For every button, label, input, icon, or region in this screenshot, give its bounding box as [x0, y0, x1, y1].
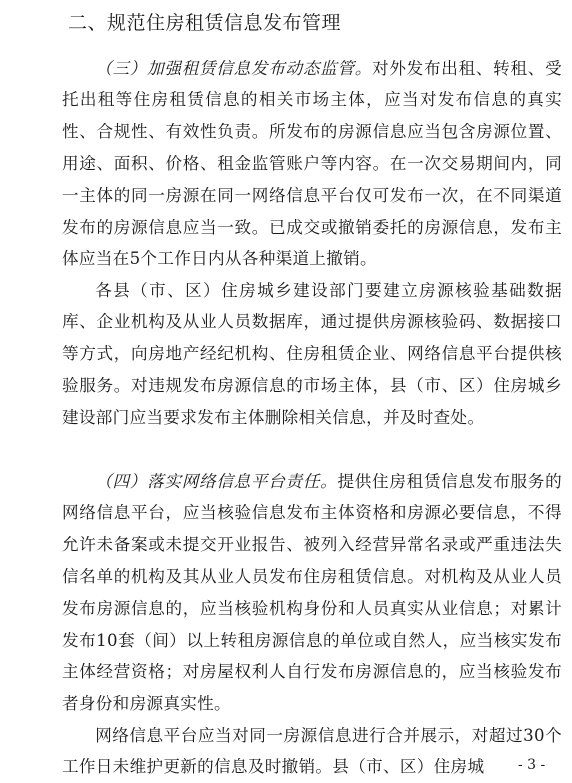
paragraph-lead-heading: （四）落实网络信息平台责任。 [95, 471, 338, 491]
paragraph-body: 网络信息平台应当对同一房源信息进行合并展示，对超过30个工作日未维护更新的信息及时撤销。县（市、区）住房城 [62, 725, 562, 777]
paragraph-body: 各县（市、区）住房城乡建设部门要建立房源核验基础数据库、企业机构及从业人员数据库，通过提供房源核验码、数据接口等方式，向房地产经纪机构、住房租赁企业、网络信息平台提供核验服务。对违规发布房源信息的市场主体，县（市、区）住房城乡建设部门应当要求发布主体删除相关信息，并及时查处。 [62, 280, 562, 427]
paragraph-dynamic-supervision [62, 53, 562, 276]
section-heading: 二、规范住房租赁信息发布管理 [68, 12, 342, 34]
paragraph-verification-database [62, 275, 562, 434]
paragraph-body: 提供住房租赁信息发布服务的网络信息平台，应当核验信息发布主体资格和房源必要信息，不得允许未备案或未提交开业报告、被列入经营异常名录或严重违法失信名单的机构及其从业人员发布住房租赁信息。对机构及从业人员发布房源信息的，应当核验机构身份和人员真实从业信息；对累计发布10套（间）以上转租房源信息的单位或自然人，应当核实发布主体经营资格；对房屋权利人自行发布房源信息的，应当核验发布者身份和房源真实性。 [62, 471, 562, 714]
paragraph-platform-responsibility [62, 466, 562, 720]
paragraph-lead-heading: （三）加强租赁信息发布动态监管。 [95, 58, 373, 78]
paragraph-body: 对外发布出租、转租、受托出租等住房租赁信息的相关市场主体，应当对发布信息的真实性、合规性、有效性负责。所发布的房源信息应当包含房源位置、用途、面积、价格、租金监管账户等内容。在一次交易期间内，同一主体的同一房源在同一网络信息平台仅可发布一次，在不同渠道发布的房源信息应当一致。已成交或撤销委托的房源信息，发布主体应当在5个工作日内从各种渠道上撤销。 [62, 58, 562, 269]
page-number: - 3 - [518, 757, 546, 773]
paragraph-merge-display [62, 720, 562, 783]
